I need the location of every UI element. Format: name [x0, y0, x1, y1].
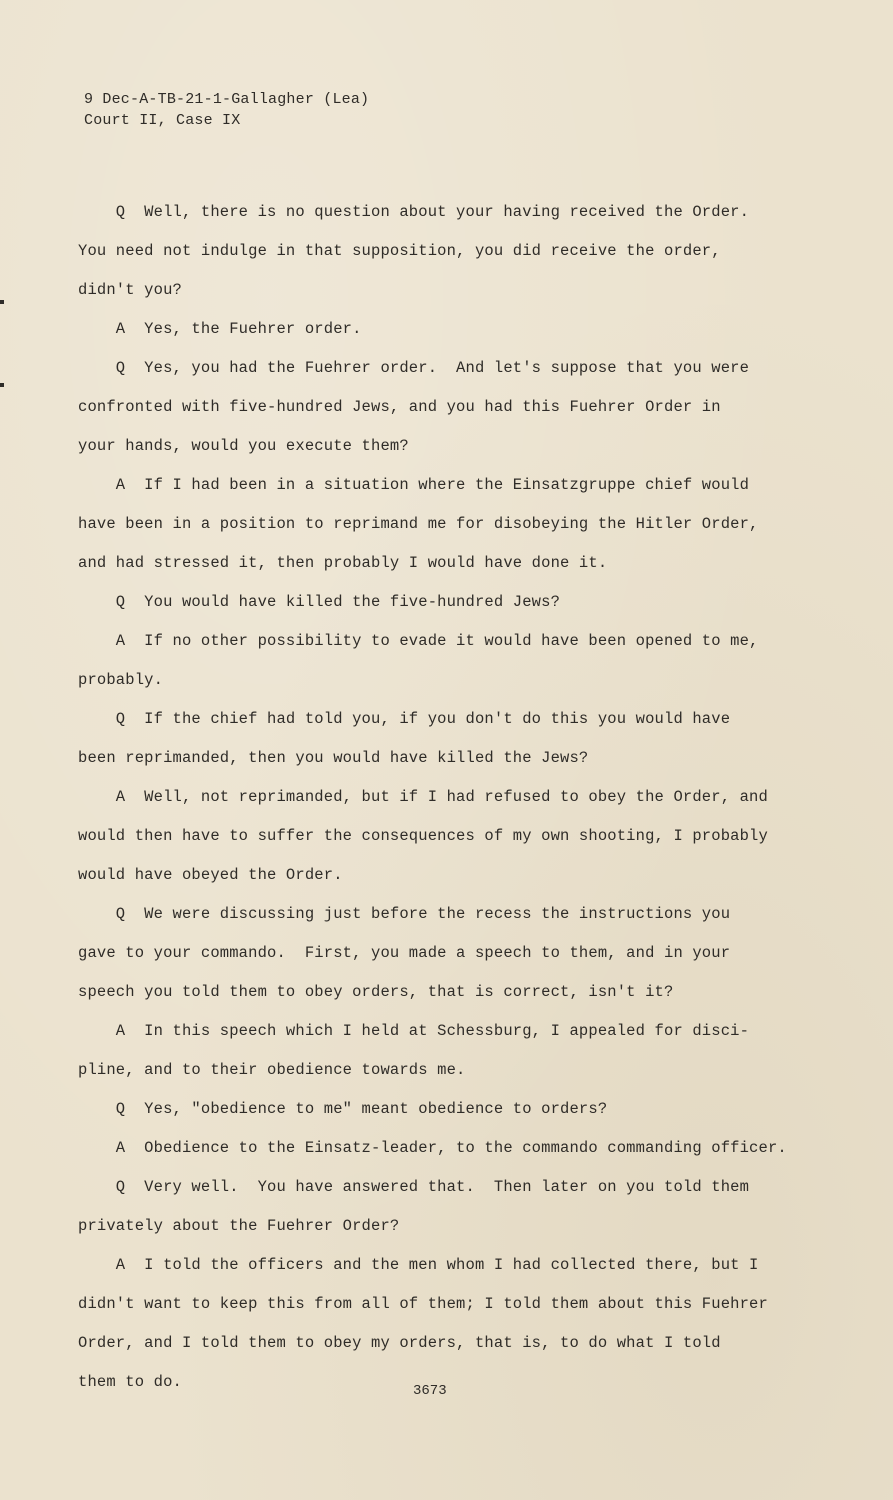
punch-mark [0, 300, 4, 304]
transcript-line: would then have to suffer the consequences of my own shooting, I probably [78, 827, 768, 845]
document-header [84, 89, 369, 131]
page-number: 3673 [413, 1383, 447, 1399]
punch-mark [0, 383, 4, 387]
transcript-line: your hands, would you execute them? [78, 437, 409, 455]
transcript-line: Q Yes, "obedience to me" meant obedience to orders? [78, 1100, 608, 1118]
transcript-line: been reprimanded, then you would have killed the Jews? [78, 749, 589, 767]
transcript-line: have been in a position to reprimand me for disobeying the Hitler Order, [78, 515, 759, 533]
transcript-line: speech you told them to obey orders, that is correct, isn't it? [78, 983, 674, 1001]
transcript-line: A If no other possibility to evade it would have been opened to me, [78, 632, 759, 650]
transcript-line: A If I had been in a situation where the Einsatzgruppe chief would [78, 476, 750, 494]
transcript-line: and had stressed it, then probably I would have done it. [78, 554, 608, 572]
transcript-line: You need not indulge in that supposition, you did receive the order, [78, 242, 721, 260]
header-line-1: 9 Dec-A-TB-21-1-Gallagher (Lea) [84, 91, 370, 108]
transcript-line: A Obedience to the Einsatz-leader, to the commando commanding officer. [78, 1139, 787, 1157]
transcript-line: confronted with five-hundred Jews, and you had this Fuehrer Order in [78, 398, 721, 416]
transcript-line: A In this speech which I held at Schessburg, I appealed for disci- [78, 1022, 750, 1040]
transcript-line: A Well, not reprimanded, but if I had refused to obey the Order, and [78, 788, 768, 806]
transcript-line: would have obeyed the Order. [78, 866, 343, 884]
transcript-line: Order, and I told them to obey my orders, that is, to do what I told [78, 1334, 721, 1352]
transcript-line: pline, and to their obedience towards me. [78, 1061, 466, 1079]
transcript-line: probably. [78, 671, 164, 689]
transcript-line: didn't you? [78, 281, 182, 299]
transcript-line: Q We were discussing just before the recess the instructions you [78, 905, 731, 923]
transcript-line: didn't want to keep this from all of them; I told them about this Fuehrer [78, 1295, 768, 1313]
transcript-line: Q Very well. You have answered that. Then later on you told them [78, 1178, 750, 1196]
transcript-line: Q If the chief had told you, if you don't do this you would have [78, 710, 731, 728]
transcript-line: Q Well, there is no question about your having received the Order. [78, 203, 750, 221]
header-line-2: Court II, Case IX [84, 112, 241, 129]
transcript-line: Q You would have killed the five-hundred Jews? [78, 593, 561, 611]
transcript-line: gave to your commando. First, you made a speech to them, and in your [78, 944, 731, 962]
transcript-line: them to do. [78, 1373, 182, 1391]
transcript-line: privately about the Fuehrer Order? [78, 1217, 400, 1235]
transcript-line: A Yes, the Fuehrer order. [78, 320, 362, 338]
transcript-line: A I told the officers and the men whom I had collected there, but I [78, 1256, 759, 1274]
transcript-line: Q Yes, you had the Fuehrer order. And let's suppose that you were [78, 359, 750, 377]
